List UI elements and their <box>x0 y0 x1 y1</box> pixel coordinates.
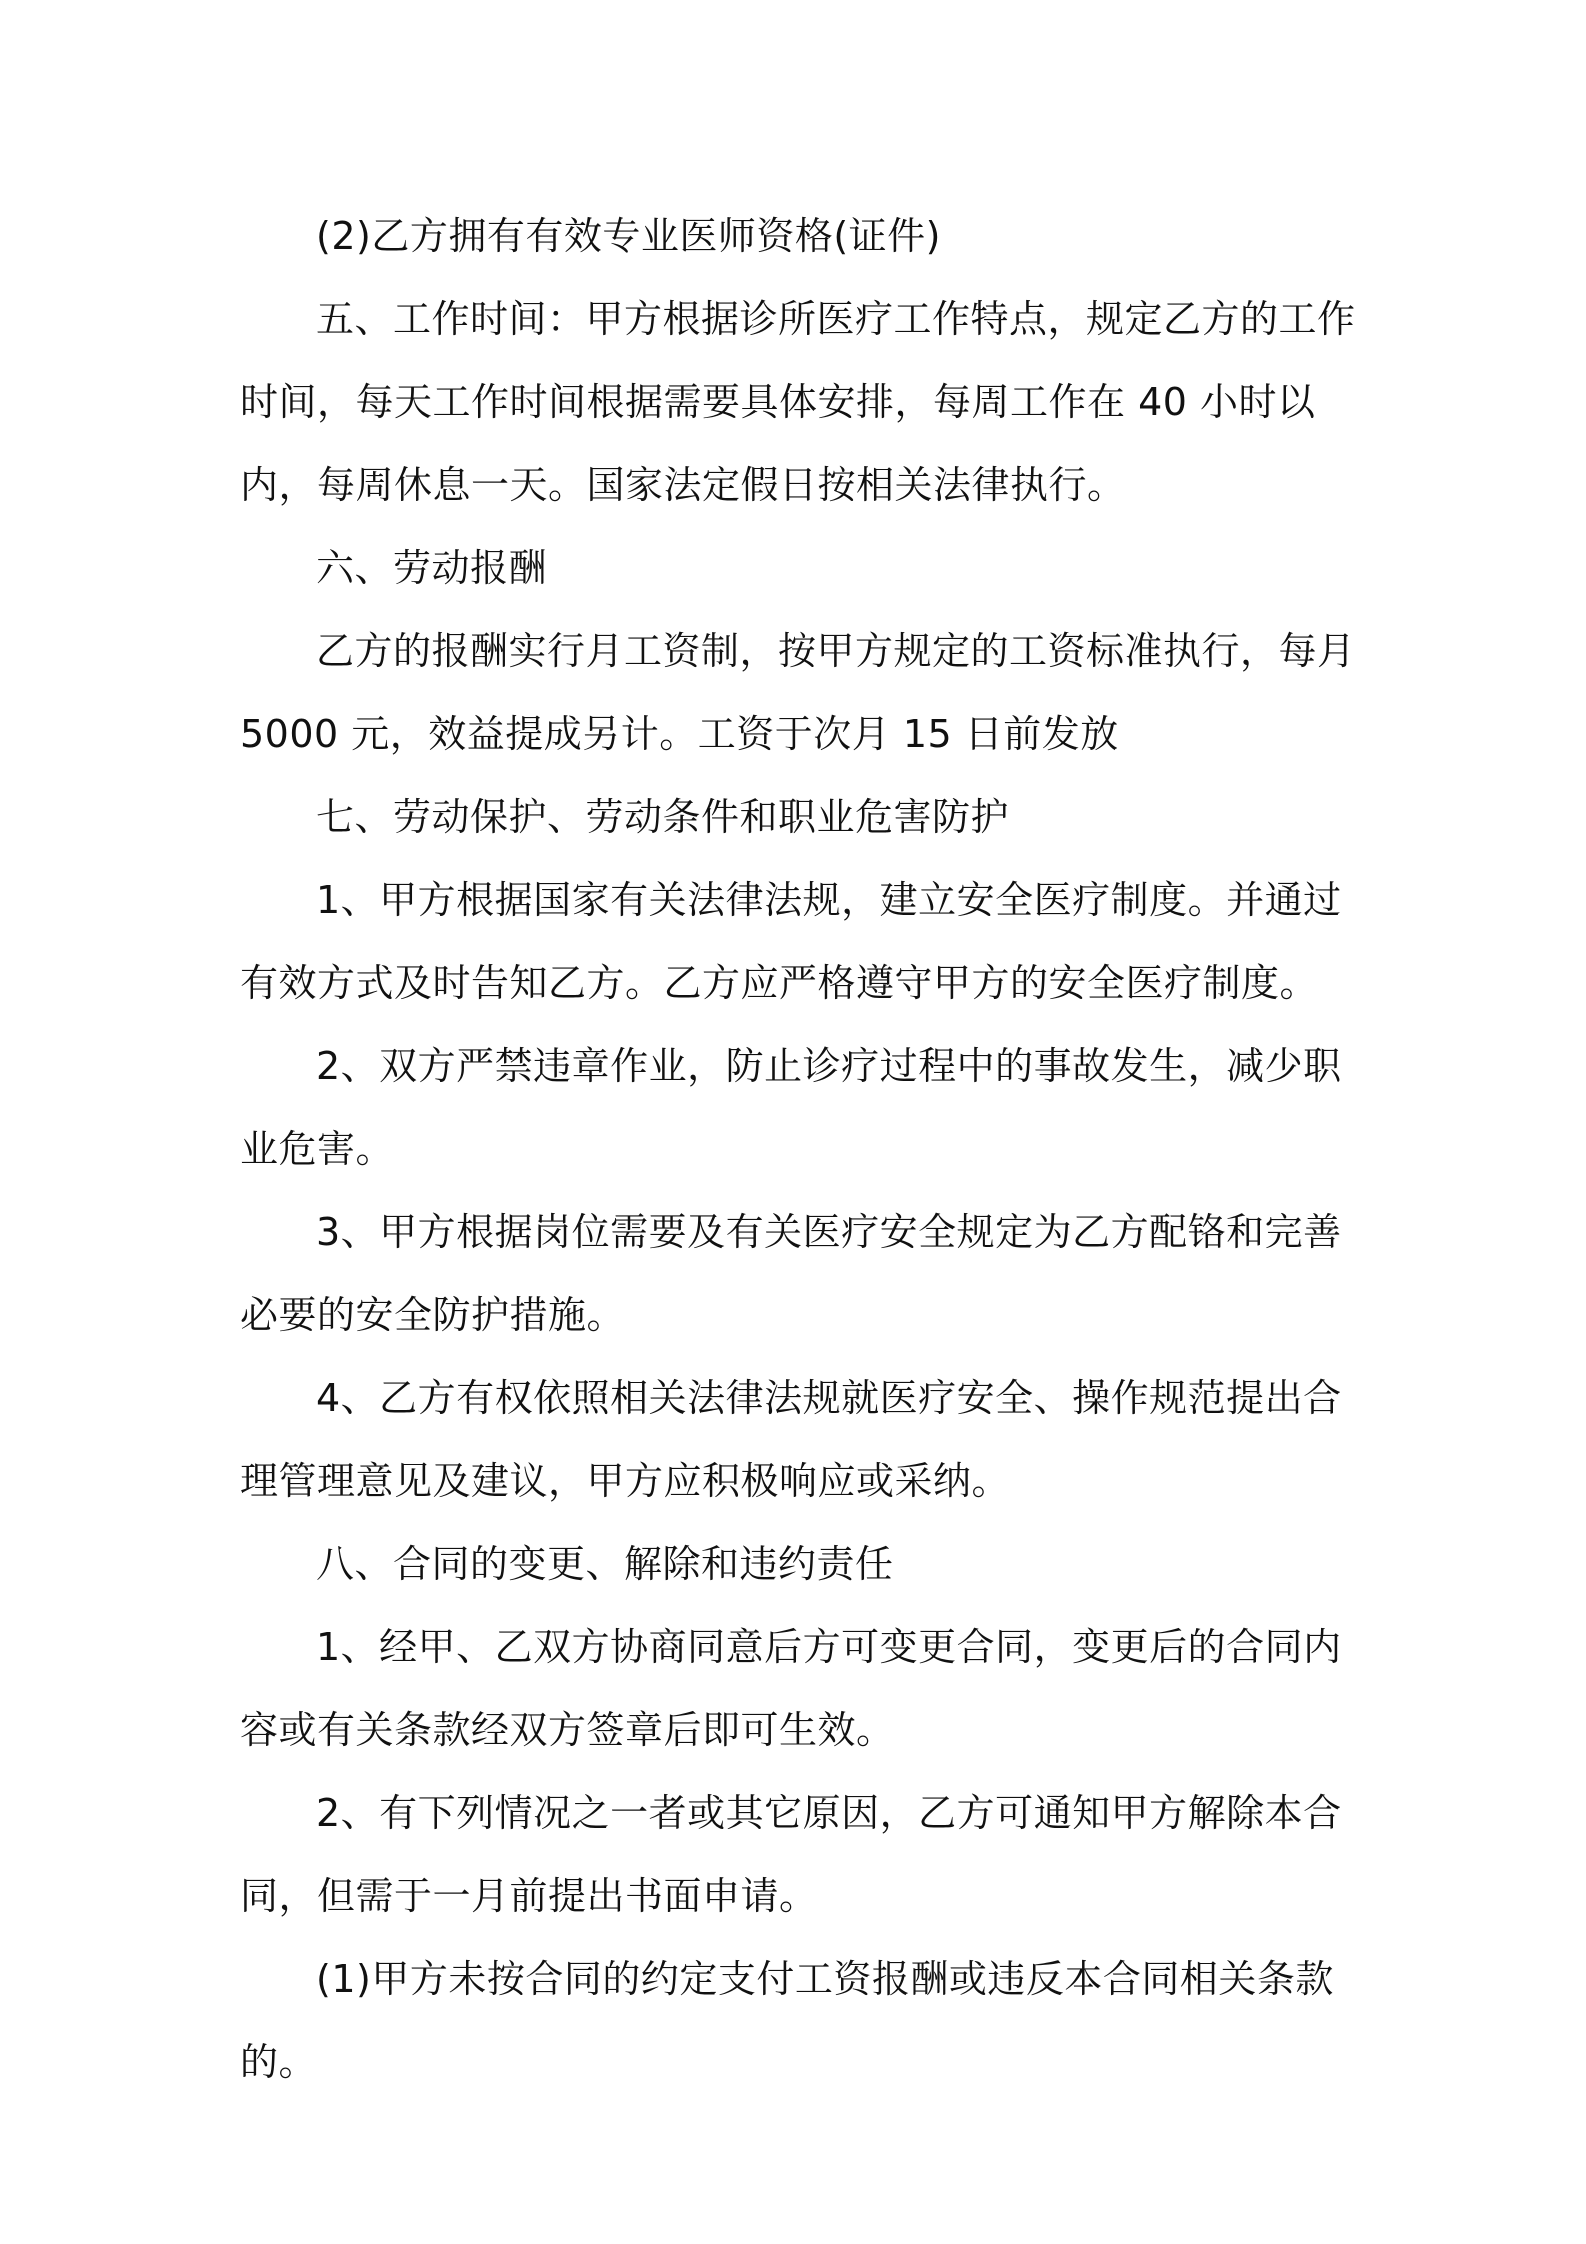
paragraph-termination-notice: 2、有下列情况之一者或其它原因，乙方可通知甲方解除本合同，但需于一月前提出书面申请。 <box>240 1791 1342 1918</box>
paragraph-unpaid-wages: (1)甲方未按合同的约定支付工资报酬或违反本合同相关条款的。 <box>240 1957 1334 2084</box>
paragraph-change-agreement: 1、经甲、乙双方协商同意后方可变更合同，变更后的合同内容或有关条款经双方签章后即可生效。 <box>240 1625 1342 1752</box>
heading-labor-protection: 七、劳动保护、劳动条件和职业危害防护 <box>316 795 1010 839</box>
paragraph-qualification: (2)乙方拥有有效专业医师资格(证件) <box>316 214 941 258</box>
paragraph-work-hours: 五、工作时间：甲方根据诊所医疗工作特点，规定乙方的工作时间，每天工作时间根据需要具体安排，每周工作在 40 小时以内，每周休息一天。国家法定假日按相关法律执行。 <box>240 297 1356 507</box>
paragraph-suggestions: 4、乙方有权依照相关法律法规就医疗安全、操作规范提出合理管理意见及建议，甲方应积极响应或采纳。 <box>240 1376 1342 1503</box>
paragraph-safety-system: 1、甲方根据国家有关法律法规，建立安全医疗制度。并通过有效方式及时告知乙方。乙方应严格遵守甲方的安全医疗制度。 <box>240 878 1342 1005</box>
document-body <box>240 195 1370 2104</box>
paragraph-salary: 乙方的报酬实行月工资制，按甲方规定的工资标准执行，每月5000 元，效益提成另计。工资于次月 15 日前发放 <box>240 629 1356 756</box>
paragraph-no-violations: 2、双方严禁违章作业，防止诊疗过程中的事故发生，减少职业危害。 <box>240 1044 1342 1171</box>
heading-contract-changes: 八、合同的变更、解除和违约责任 <box>316 1542 894 1586</box>
heading-remuneration: 六、劳动报酬 <box>316 546 548 590</box>
paragraph-protective-measures: 3、甲方根据岗位需要及有关医疗安全规定为乙方配铬和完善必要的安全防护措施。 <box>240 1210 1342 1337</box>
